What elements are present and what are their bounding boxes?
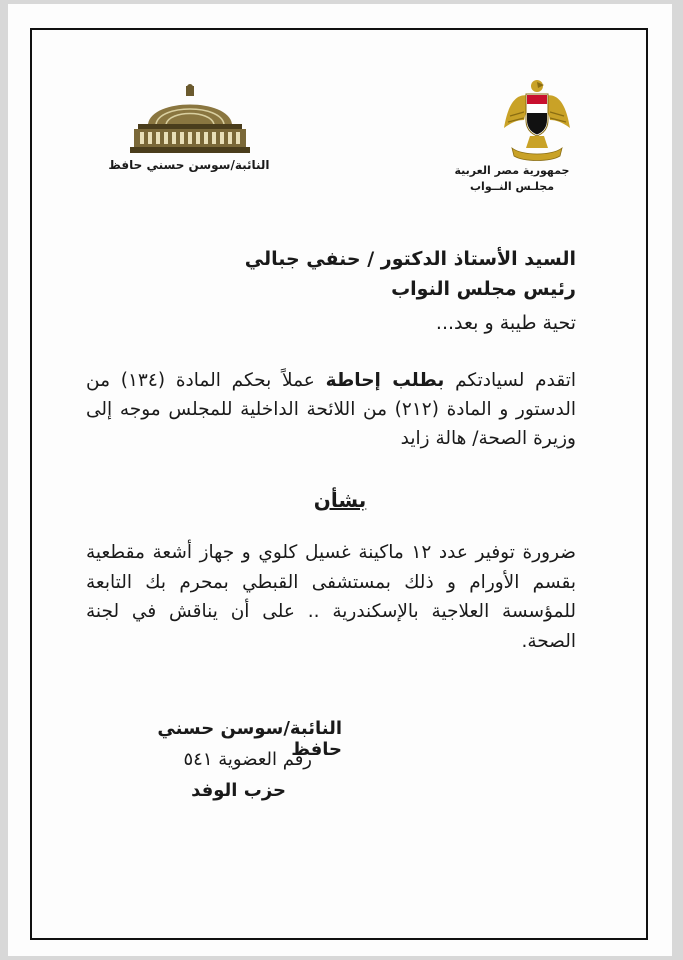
addressee-title: رئيس مجلس النواب: [391, 278, 576, 300]
request-details: عملاً بحكم المادة (١٣٤) من الدستور و المادة (٢١٢) من اللائحة الداخلية للمجلس موجه إلى وزيرة الصحة/ هالة زايد: [86, 370, 576, 449]
request-intro: اتقدم لسيادتكم: [444, 370, 576, 391]
document-page: [8, 4, 672, 956]
signature-party: حزب الوفد: [191, 780, 286, 801]
header-parliament: مجلـس النــواب: [470, 180, 554, 193]
addressee-name: السيد الأستاذ الدكتور / حنفي جبالي: [244, 248, 576, 270]
request-type: بطلب إحاطة: [325, 370, 445, 391]
greeting: تحية طيبة و بعد...: [435, 312, 576, 334]
signature-membership: رقم العضوية ٥٤١: [183, 749, 312, 770]
header-country: جمهورية مصر العربية: [454, 164, 570, 177]
request-paragraph: [86, 366, 576, 453]
header-deputy-name: النائبة/سوسن حسني حافظ: [108, 158, 270, 172]
parliament-dome-icon: [126, 84, 254, 156]
addressee-block: [96, 244, 576, 304]
signature-name: النائبة/سوسن حسني حافظ: [157, 718, 342, 760]
subject-paragraph: ضرورة توفير عدد ١٢ ماكينة غسيل كلوي و جهاز أشعة مقطعية بقسم الأورام و ذلك بمستشفى القبطي بمحرم بك التابعة للمؤسسة العلاجية بالإسكندرية .. على أن يناقش في لجنة الصحة.: [86, 542, 576, 652]
subject-heading: بشأن: [313, 488, 367, 512]
egypt-eagle-emblem-icon: [502, 76, 572, 162]
